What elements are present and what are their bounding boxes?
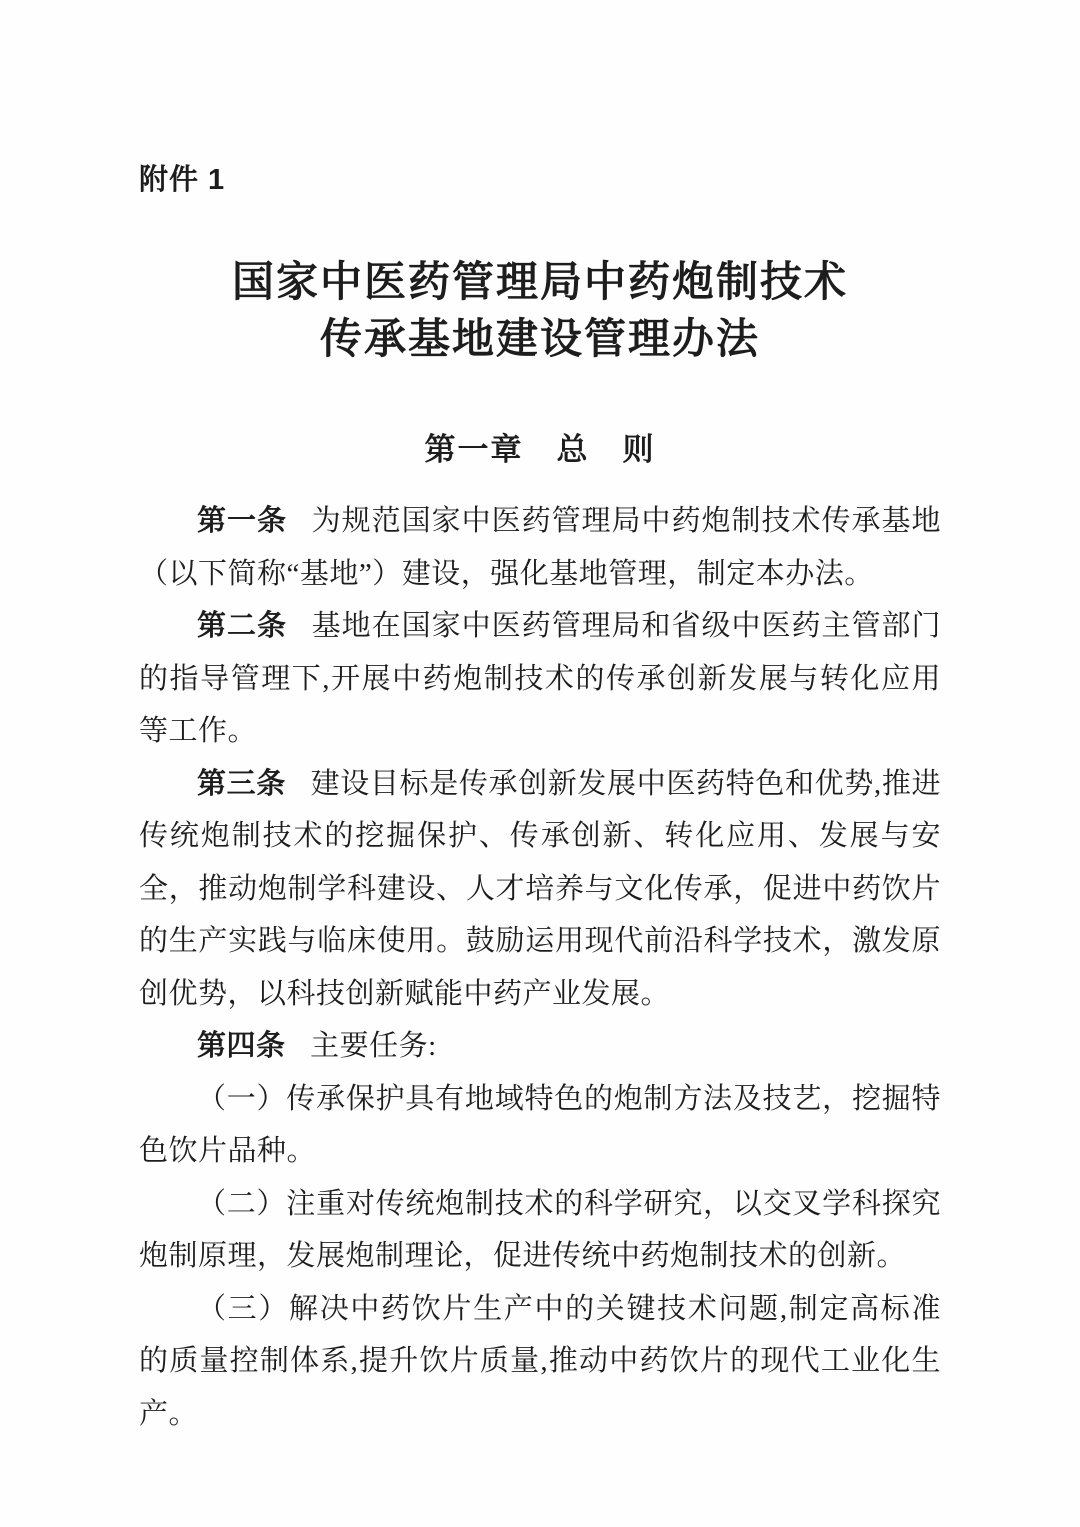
article-4-number: 第四条 bbox=[197, 1030, 286, 1062]
document-title bbox=[139, 255, 941, 369]
attachment-label: 附件 1 bbox=[139, 164, 226, 196]
article-3-number: 第三条 bbox=[197, 767, 286, 800]
document-title-line-1: 国家中医药管理局中药炮制技术 bbox=[231, 260, 848, 306]
article-1-number: 第一条 bbox=[197, 505, 287, 537]
article-4-text: 主要任务: bbox=[310, 1030, 437, 1062]
paragraph-task-item-3 bbox=[139, 1283, 941, 1441]
document-body bbox=[139, 495, 941, 1440]
paragraph-task-item-2 bbox=[139, 1178, 941, 1283]
document-title-line-2: 传承基地建设管理办法 bbox=[319, 317, 760, 363]
article-2-number: 第二条 bbox=[197, 610, 287, 642]
article-1-text: 为规范国家中医药管理局中药炮制技术传承基地（以下简称“基地”）建设，强化基地管理，制定本办法。 bbox=[139, 505, 941, 590]
paragraph-task-item-1 bbox=[139, 1073, 941, 1178]
task-item-2-text: （二）注重对传统炮制技术的科学研究，以交叉学科探究炮制原理，发展炮制理论，促进传统中药炮制技术的创新。 bbox=[139, 1187, 941, 1272]
chapter-heading: 第一章 总 则 bbox=[424, 432, 656, 467]
task-item-1-text: （一）传承保护具有地域特色的炮制方法及技艺，挖掘特色饮片品种。 bbox=[139, 1082, 941, 1167]
paragraph-article-1 bbox=[139, 495, 941, 600]
paragraph-article-3 bbox=[139, 758, 941, 1021]
task-item-3-text: （三）解决中药饮片生产中的关键技术问题,制定高标准的质量控制体系,提升饮片质量,推动中药饮片的现代工业化生产。 bbox=[139, 1292, 941, 1430]
article-2-text: 基地在国家中医药管理局和省级中医药主管部门的指导管理下,开展中药炮制技术的传承创新发展与转化应用等工作。 bbox=[139, 610, 941, 747]
article-3-text: 建设目标是传承创新发展中医药特色和优势,推进传统炮制技术的挖掘保护、传承创新、转化应用、发展与安全，推动炮制学科建设、人才培养与文化传承，促进中药饮片的生产实践与临床使用。鼓励运用现代前沿科学技术，激发原创优势，以科技创新赋能中药产业发展。 bbox=[139, 767, 941, 1010]
paragraph-article-4 bbox=[139, 1020, 941, 1073]
paragraph-article-2 bbox=[139, 600, 941, 758]
